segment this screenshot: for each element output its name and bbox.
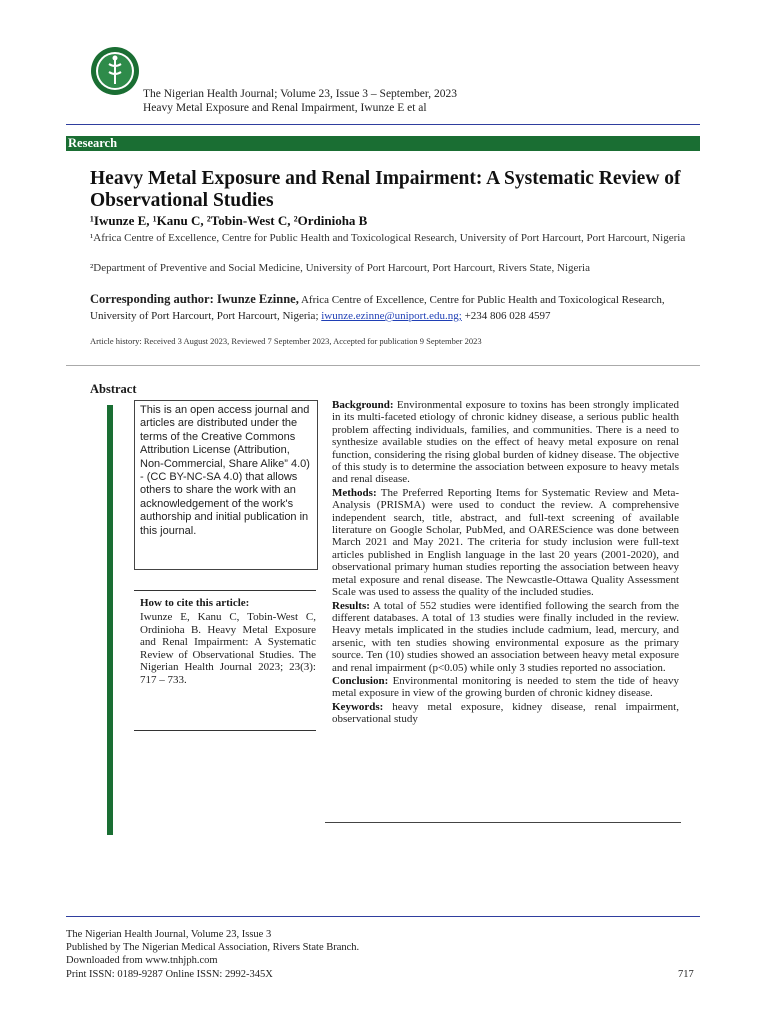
background-text: Environmental exposure to toxins has been strongly implicated in its multi-faceted etiology of chronic kidney disease, a serious public health problem affecting individuals, families, and communities. There is a need to synthesize available studies on the effect of heavy metal exposure on renal function, considering the rising global burden of kidney disease. The objective of this study is to determine the association between exposure to heavy metals and renal disease. bbox=[332, 399, 679, 486]
corresponding-email-link[interactable]: iwunze.ezinne@uniport.edu.ng; bbox=[321, 310, 462, 322]
abstract-body bbox=[332, 399, 679, 727]
footer-rule bbox=[66, 916, 700, 917]
cite-heading: How to cite this article: bbox=[140, 597, 250, 609]
footer-publisher: Published by The Nigerian Medical Association, Rivers State Branch. bbox=[66, 942, 360, 953]
background-label: Background: bbox=[332, 399, 394, 411]
footer-journal: The Nigerian Health Journal, Volume 23, Issue 3 bbox=[66, 929, 272, 940]
keywords-text: heavy metal exposure, kidney disease, renal impairment, observational study bbox=[332, 700, 679, 726]
running-title: Heavy Metal Exposure and Renal Impairment, Iwunze E et al bbox=[143, 102, 427, 114]
article-history: Article history: Received 3 August 2023, Reviewed 7 September 2023, Accepted for publication 9 September 2023 bbox=[90, 336, 482, 346]
abstract-heading: Abstract bbox=[90, 382, 137, 396]
journal-issue-line: The Nigerian Health Journal; Volume 23, Issue 3 – September, 2023 bbox=[143, 88, 458, 100]
corresponding-phone: +234 806 028 4597 bbox=[461, 310, 551, 322]
affiliation-1: ¹Africa Centre of Excellence, Centre for Public Health and Toxicological Research, University of Port Harcourt, Port Harcourt, Nigeria bbox=[90, 232, 686, 244]
section-label: Research bbox=[68, 136, 118, 150]
history-rule bbox=[66, 365, 700, 366]
cite-divider-bottom bbox=[134, 730, 316, 731]
abstract-methods bbox=[332, 487, 679, 599]
conclusion-label: Conclusion: bbox=[332, 674, 389, 687]
methods-text: The Preferred Reporting Items for Systematic Review and Meta-Analysis (PRISMA) were used to conduct the review. A comprehensive independent search, title, abstract, and full-text screening of available literature on Google Scholar, PubMed, and OAREScience was done between March 2021 and May 2021. The criteria for study inclusion were full-text articles published in English language in the last 20 years (2001-2020), and observational primary human studies reporting the association between heavy metal exposure and renal disease. The Newcastle-Ottawa Quality Assessment Scale was used to assess the quality of the included studies. bbox=[332, 486, 679, 599]
article-title: Heavy Metal Exposure and Renal Impairment: A Systematic Review of Observational Studies bbox=[90, 168, 681, 211]
license-text: This is an open access journal and articles are distributed under the terms of the Creative Commons Attribution License (Attribution, Non-Commercial, Share Alike” 4.0) - (CC BY-NC-SA 4.0) that allows others to share the work with an acknowledgement of the work's authorship and initial publication in this journal. bbox=[140, 404, 310, 537]
corresponding-author bbox=[90, 291, 702, 324]
corresponding-label: Corresponding author: Iwunze Ezinne, bbox=[90, 292, 299, 306]
abstract-background bbox=[332, 399, 679, 486]
affiliation-2: ²Department of Preventive and Social Medicine, University of Port Harcourt, Port Harcourt, Rivers State, Nigeria bbox=[90, 262, 590, 274]
footer-download: Downloaded from www.tnhjph.com bbox=[66, 955, 218, 966]
corresponding-address: Africa Centre of Excellence, Centre for Public Health and Toxicological Research, University of Port Harcourt, Port Harcourt, Nigeria; bbox=[90, 294, 665, 322]
page-number: 717 bbox=[678, 969, 694, 980]
conclusion-text: Environmental monitoring is needed to stem the tide of heavy metal exposure in view of the growing burden of chronic kidney disease. bbox=[332, 674, 679, 700]
cite-text: Iwunze E, Kanu C, Tobin-West C, Ordinioha B. Heavy Metal Exposure and Renal Impairment: A Systematic Review of Observational Studies. The Nigerian Health Journal 2023; 23(3): 717 – 733. bbox=[140, 611, 316, 686]
results-text: A total of 552 studies were identified following the search from the different databases. A total of 13 studies were finally included in the review. Heavy metals implicated in the studies include cadmium, lead, mercury, and arsenic, with ten studies showing environmental exposure as the primary source. Ten (10) studies showed an association between heavy metal exposure and renal impairment (p<0.05) while only 3 studies reported no association. bbox=[332, 599, 679, 674]
abstract-results bbox=[332, 600, 679, 674]
section-bar bbox=[66, 136, 700, 151]
methods-label: Methods: bbox=[332, 486, 377, 499]
journal-seal-icon bbox=[90, 46, 140, 96]
sidebar-accent-bar bbox=[107, 405, 113, 835]
header-rule bbox=[66, 124, 700, 125]
abstract-keywords bbox=[332, 701, 679, 726]
cite-divider-top bbox=[134, 590, 316, 591]
results-label: Results: bbox=[332, 599, 370, 612]
footer-issn: Print ISSN: 0189-9287 Online ISSN: 2992-345X bbox=[66, 969, 273, 980]
keywords-label: Keywords: bbox=[332, 700, 384, 713]
abstract-conclusion bbox=[332, 675, 679, 700]
abstract-end-rule bbox=[325, 822, 681, 823]
author-list: ¹Iwunze E, ¹Kanu C, ²Tobin-West C, ²Ordinioha B bbox=[90, 213, 368, 228]
